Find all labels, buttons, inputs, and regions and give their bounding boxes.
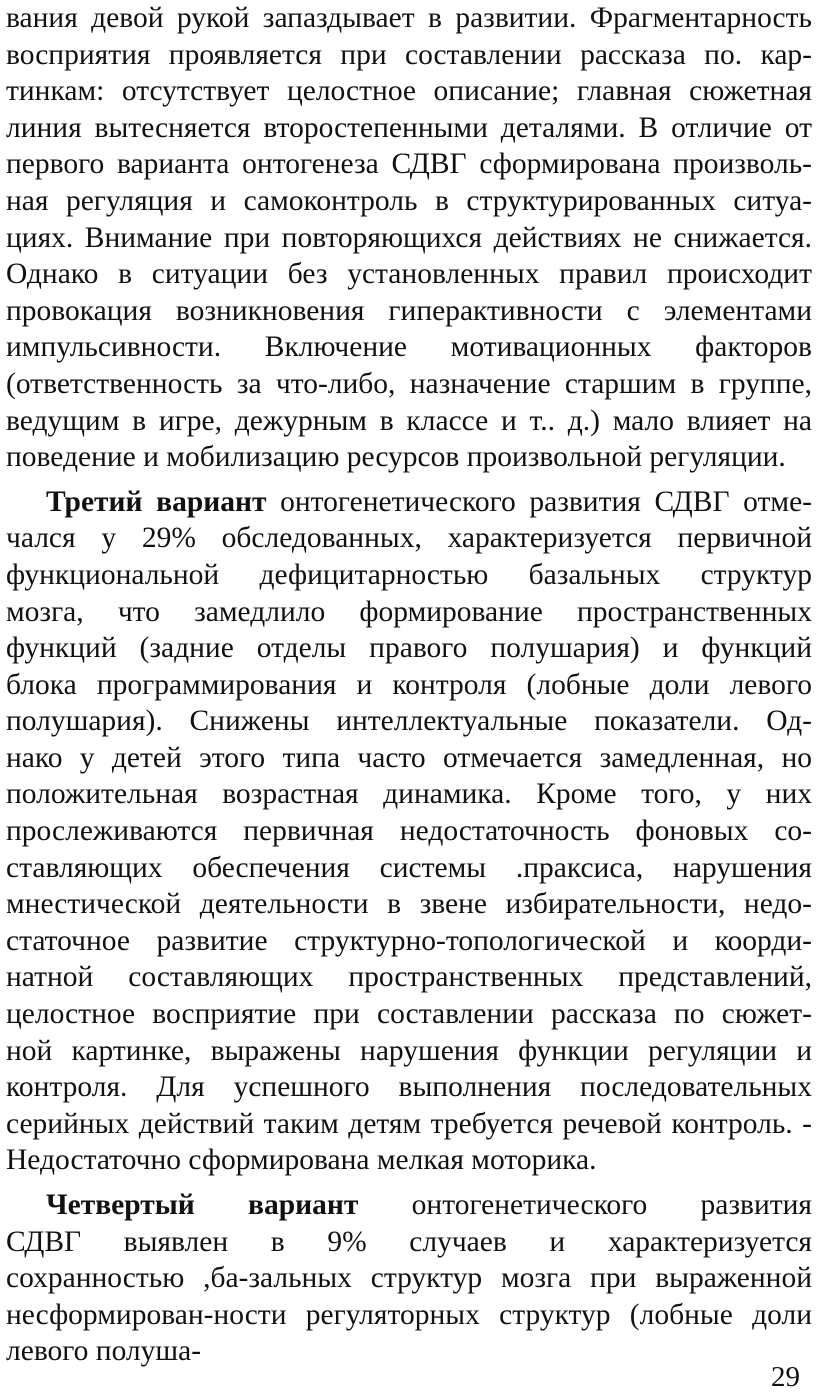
text-line: серийных действий таким детям требуется речевой контроль. - xyxy=(6,1107,812,1140)
document-page xyxy=(6,0,812,1370)
text-line: (ответственность за что-либо, назначение старшим в группе, xyxy=(6,367,812,400)
text-line: мнестической деятельности в звене избирательности, недо- xyxy=(6,888,812,921)
text-line: импульсивности. Включение мотивационных факторов xyxy=(6,331,812,364)
text-line: сохранностью ,ба-зальных структур мозга при выраженной xyxy=(6,1262,812,1295)
text-line: прослеживаются первичная недостаточность фоновых со- xyxy=(6,815,812,848)
text-line: провокация возникновения гиперактивности с элементами xyxy=(6,294,812,327)
text-line: линия вытесняется второстепенными деталями. В отличие от xyxy=(6,111,812,144)
text-line: чался у 29% обследованных, характеризуется первичной xyxy=(6,522,812,555)
text-line: контроля. Для успешного выполнения последовательных xyxy=(6,1071,812,1104)
text-line: блока программирования и контроля (лобные доли левого xyxy=(6,668,812,701)
text-line: ведущим в игре, дежурным в классе и т.. д.) мало влияет на xyxy=(6,404,812,437)
text-line: полушария). Снижены интеллектуальные показатели. Од- xyxy=(6,705,812,738)
lead-text: онтогенетического развития xyxy=(358,1189,812,1221)
text-line: мозга, что замедлило формирование пространственных xyxy=(6,595,812,628)
paragraph-lead-line xyxy=(6,484,812,521)
text-line: СДВГ выявлен в 9% случаев и характеризуется xyxy=(6,1225,812,1258)
lead-text: онтогенетического развития СДВГ отме- xyxy=(266,485,812,518)
text-line: Недостаточно сформирована мелкая моторика. xyxy=(6,1144,597,1177)
text-line: ная регуляция и самоконтроль в структурированных ситуа- xyxy=(6,184,812,217)
text-line: нако у детей этого типа часто отмечается замедленная, но xyxy=(6,741,812,774)
text-line: ставляющих обеспечения системы .праксиса, нарушения xyxy=(6,851,812,884)
text-line: циях. Внимание при повторяющихся действиях не снижается. xyxy=(6,221,812,254)
text-line: ной картинке, выражены нарушения функции регуляции и xyxy=(6,1034,812,1067)
text-line: Однако в ситуации без установленных правил происходит xyxy=(6,258,812,291)
text-line: положительная возрастная динамика. Кроме того, у них xyxy=(6,778,812,811)
paragraph-lead-line xyxy=(6,1187,812,1224)
section-heading-third-variant: Третий вариант xyxy=(46,485,267,518)
paragraph-2 xyxy=(6,484,812,1179)
text-line: целостное восприятие при составлении рассказа по сюжет- xyxy=(6,998,812,1031)
section-heading-fourth-variant: Четвертый вариант xyxy=(46,1189,359,1221)
text-line: первого варианта онтогенеза СДВГ сформирована произволь- xyxy=(6,148,812,181)
text-line: тинкам: отсутствует целостное описание; главная сюжетная xyxy=(6,75,812,108)
text-line: поведение и мобилизацию ресурсов произвольной регуляции. xyxy=(6,441,786,474)
text-line: функций (задние отделы правого полушария) и функций xyxy=(6,632,812,665)
text-line: несформирован-ности регуляторных структур (лобные доли xyxy=(6,1298,812,1331)
text-line: левого полуша- xyxy=(6,1335,202,1368)
text-line: восприятия проявляется при составлении рассказа по. кар- xyxy=(6,38,812,71)
text-line: статочное развитие структурно-топологической и коорди- xyxy=(6,924,812,957)
text-line: натной составляющих пространственных представлений, xyxy=(6,961,812,994)
text-line: вания девой рукой запаздывает в развитии. Фрагментарность xyxy=(6,2,812,34)
page-number: 29 xyxy=(771,1361,800,1393)
paragraph-3 xyxy=(6,1187,812,1370)
paragraph-1 xyxy=(6,0,812,476)
text-line: функциональной дефицитарностью базальных структур xyxy=(6,558,812,591)
